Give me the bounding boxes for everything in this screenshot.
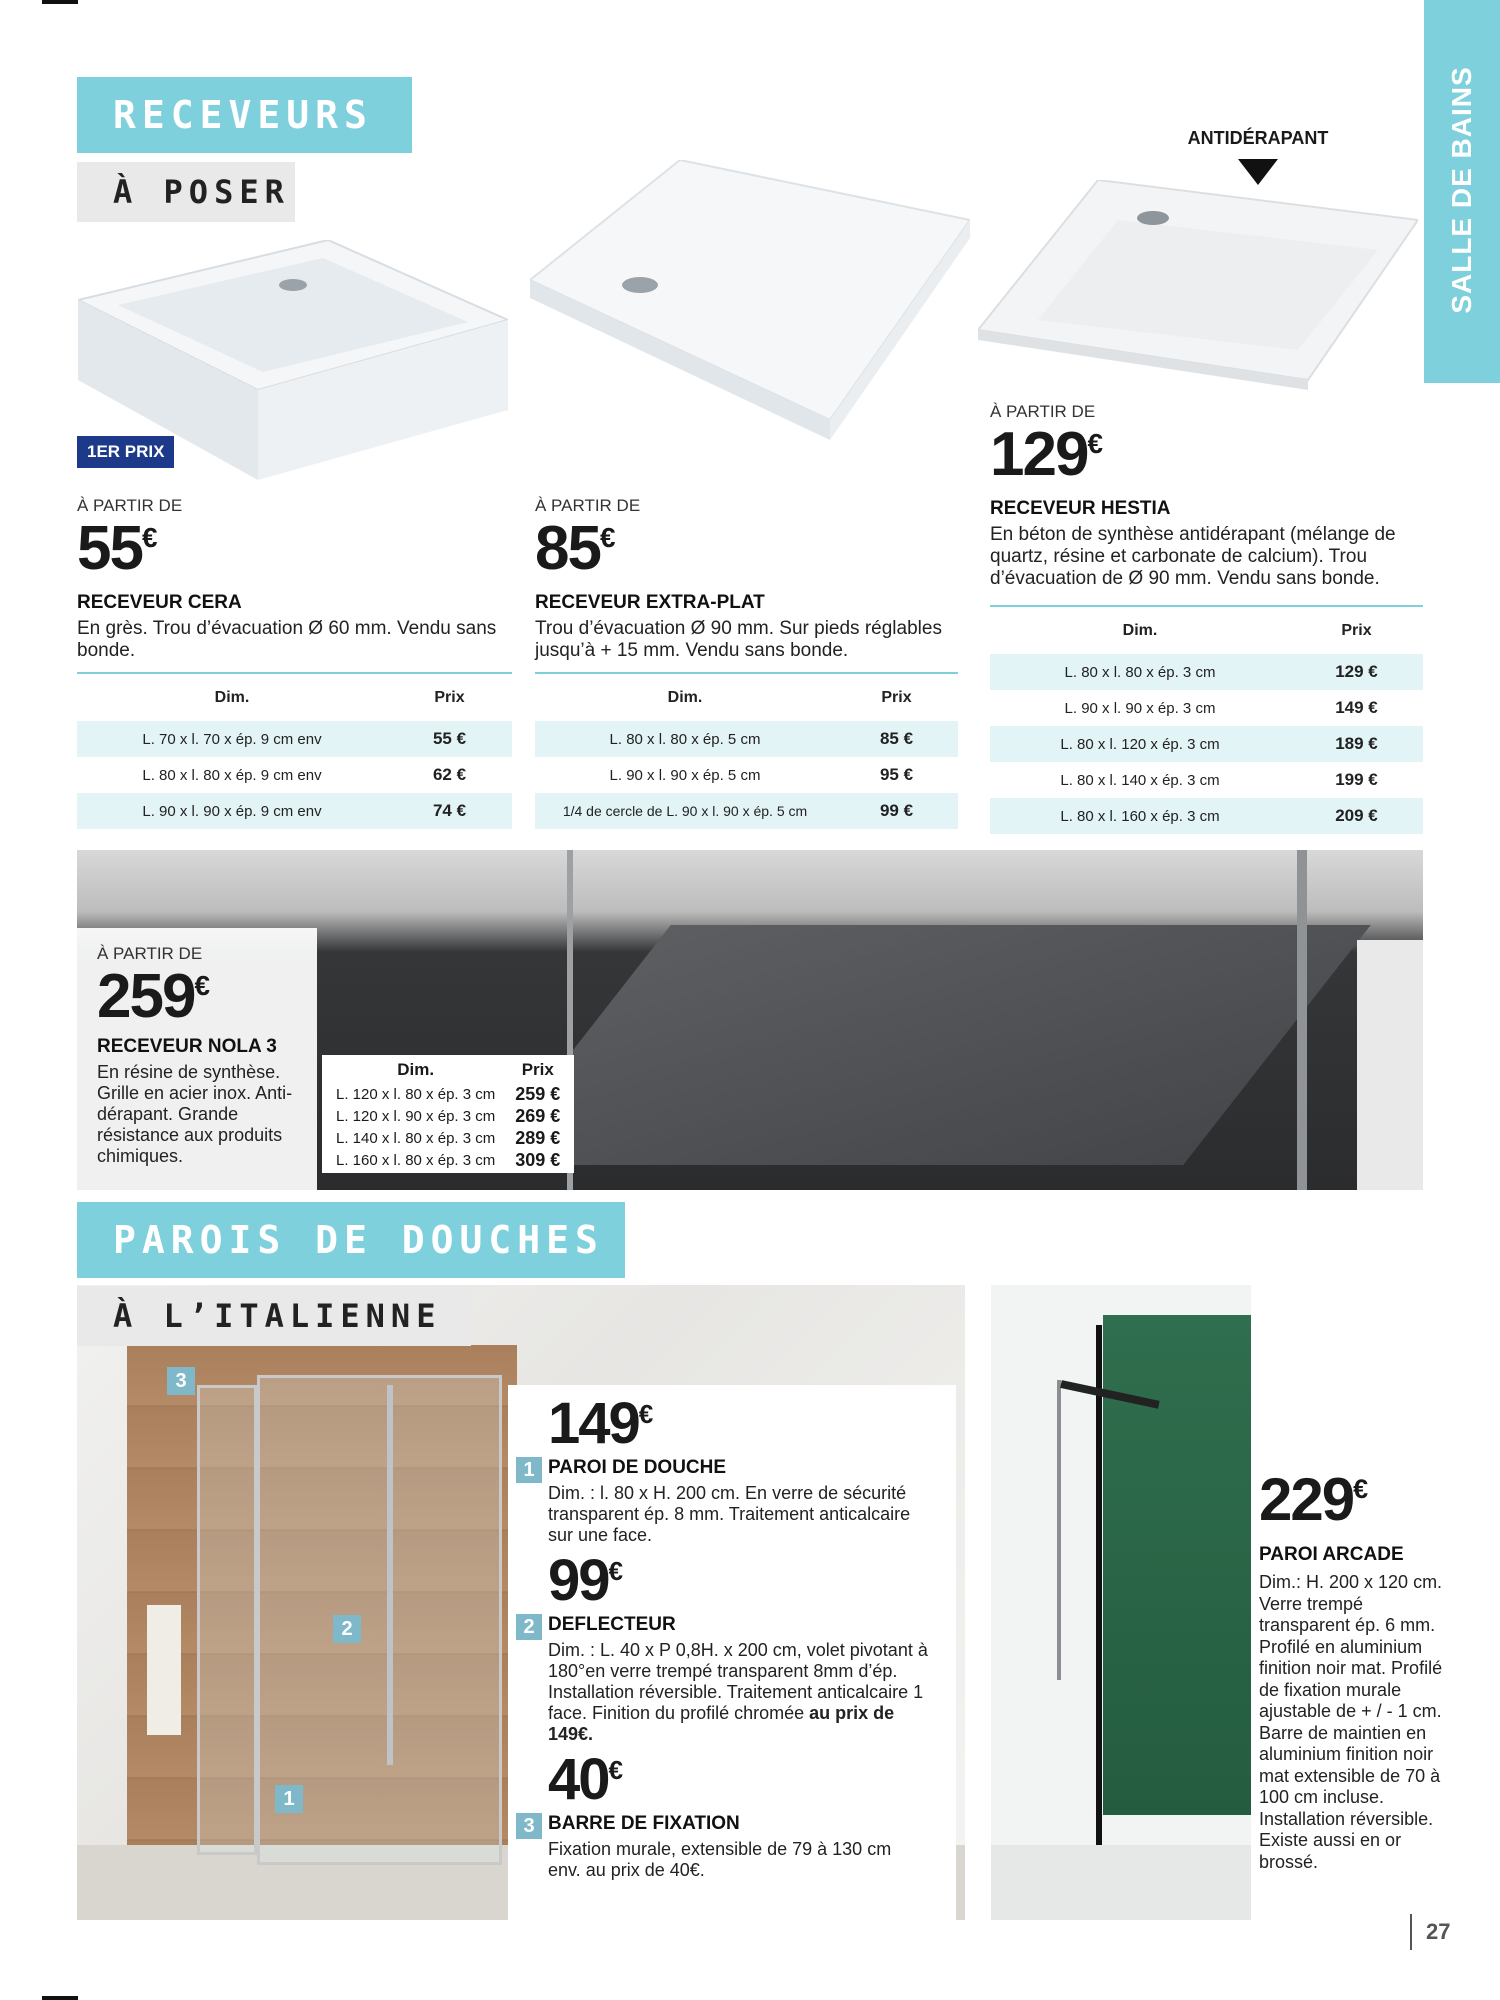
product-name: RECEVEUR HESTIA: [990, 498, 1171, 519]
price-value: [1259, 1466, 1459, 1533]
cell-dim: 1/4 de cercle de L. 90 x l. 90 x ép. 5 cm: [535, 793, 835, 829]
product-description-text: Dim. : L. 40 x P 0,8H. x 200 cm, volet pivotant à 180°en verre trempé transparent 8mm d’ép. Installation réversible. Traitement anticalcaire 1 face. Finition du profilé chromée: [548, 1640, 928, 1723]
cell-dim: L. 120 x l. 90 x ép. 3 cm: [336, 1107, 496, 1125]
cell-dim: L. 80 x l. 140 x ép. 3 cm: [1060, 771, 1220, 789]
product-description: [548, 1640, 928, 1745]
product-image-extra-plat: [530, 160, 970, 460]
price-currency: €: [141, 522, 158, 553]
product-description: Trou d’évacuation Ø 90 mm. Sur pieds réglables jusqu’à + 15 mm. Vendu sans bonde.: [535, 618, 942, 661]
towel-shape: [1357, 940, 1423, 1190]
cell-price: 85 €: [835, 721, 958, 757]
cell-dim: L. 120 x l. 80 x ép. 3 cm: [336, 1085, 496, 1103]
cell-price: 99 €: [835, 793, 958, 829]
spec-table-cera: [77, 672, 512, 829]
product-description: Dim.: H. 200 x 120 cm. Verre trempé transparent ép. 6 mm. Profilé en aluminium finition noir mat. Profilé de fixation murale ajustable de + / - 1 cm. Barre de maintien en aluminium finition noir mat extensible de 70 à 100 cm incluse. Installation réversible. Existe aussi en or brossé.: [1259, 1572, 1443, 1872]
item-number: 1: [516, 1457, 542, 1483]
product-name: PAROI DE DOUCHE: [548, 1457, 727, 1478]
glass-panel: [1297, 850, 1307, 1190]
paroi-item-3: [523, 1747, 928, 1881]
table-row: [326, 1149, 570, 1171]
table-row: [990, 726, 1423, 762]
cell-dim: L. 80 x l. 80 x ép. 9 cm env: [142, 766, 322, 784]
product-name: PAROI ARCADE: [1259, 1544, 1404, 1565]
nola-tray-shape: [483, 925, 1371, 1165]
spec-table-extra-plat: [535, 672, 958, 829]
towel-shape: [147, 1605, 181, 1735]
price-amount: 149: [548, 1391, 639, 1456]
price-value: [548, 1391, 928, 1456]
cell-dim: L. 80 x l. 80 x ép. 3 cm: [990, 654, 1290, 690]
paroi-item-1: [523, 1391, 928, 1546]
table-row: [77, 721, 512, 757]
arrow-down-icon: [1238, 159, 1278, 185]
table-header-price: Prix: [835, 673, 958, 721]
price-value: [548, 1747, 928, 1812]
price-amount: 259: [97, 962, 195, 1031]
cell-dim: L. 90 x l. 90 x ép. 5 cm: [609, 766, 761, 784]
table-row: [326, 1127, 570, 1149]
cell-price: 189 €: [1290, 726, 1423, 762]
corner-mark: [42, 0, 78, 4]
product-description: En grès. Trou d’évacuation Ø 60 mm. Vendu sans bonde.: [77, 618, 497, 661]
parois-details: [508, 1385, 956, 1920]
price-amount: 229: [1259, 1466, 1354, 1533]
cell-price: 209 €: [1290, 798, 1423, 834]
antiderapant-label: ANTIDÉRAPANT: [1187, 128, 1329, 148]
product-image-hestia: [978, 180, 1418, 390]
product-description: En béton de synthèse antidérapant (mélange de quartz, résine et carbonate de calcium). Trou d’évacuation de Ø 90 mm. Vendu sans bonde.: [990, 524, 1396, 589]
section-subtitle-text: À L’ITALIENNE: [113, 1297, 442, 1335]
item-number: 2: [516, 1614, 542, 1640]
cell-price: 289 €: [515, 1127, 561, 1148]
cell-dim: L. 80 x l. 80 x ép. 5 cm: [535, 721, 835, 757]
section-title-parois: [77, 1202, 625, 1278]
price-amount: 129: [990, 420, 1088, 489]
table-row: [990, 654, 1423, 690]
cell-dim: L. 80 x l. 160 x ép. 3 cm: [990, 798, 1290, 834]
product-description: Fixation murale, extensible de 79 à 130 cm env. au prix de 40€.: [548, 1839, 892, 1880]
product-name: RECEVEUR CERA: [77, 592, 242, 613]
product-extra-plat: [535, 496, 960, 662]
section-title-text: PAROIS DE DOUCHES: [113, 1218, 604, 1262]
price-value: [990, 420, 1420, 489]
table-header-price: Prix: [1290, 606, 1423, 654]
cell-dim: L. 90 x l. 90 x ép. 9 cm env: [77, 793, 387, 829]
price-currency: €: [1353, 1474, 1369, 1504]
table-header-price: Prix: [521, 1060, 554, 1079]
price-amount: 55: [77, 514, 142, 583]
page-number: 27: [1410, 1914, 1450, 1950]
cell-price: 309 €: [515, 1149, 561, 1170]
price-amount: 40: [548, 1747, 609, 1812]
table-row: [990, 690, 1423, 726]
section-title-text: RECEVEURS: [113, 93, 373, 137]
product-name: RECEVEUR EXTRA-PLAT: [535, 592, 765, 613]
photo-badge-3: 3: [167, 1367, 195, 1395]
section-subtitle-text: À POSER: [113, 173, 290, 211]
product-description-bold: au prix de 149€.: [548, 1703, 895, 1744]
photo-badge-1: 1: [275, 1785, 303, 1813]
cell-price: 74 €: [387, 793, 512, 829]
product-description: En résine de synthèse. Grille en acier inox. Anti-dérapant. Grande résistance aux produits chimiques.: [97, 1062, 293, 1166]
table-row: [77, 793, 512, 829]
shower-column: [1057, 1380, 1061, 1680]
table-row: [77, 757, 512, 793]
price-amount: 99: [548, 1548, 609, 1613]
product-cera: [77, 496, 512, 662]
section-subtitle-a-poser: [77, 162, 295, 222]
table-row: [535, 757, 958, 793]
cell-price: 55 €: [387, 721, 512, 757]
cell-price: 269 €: [515, 1105, 561, 1126]
price-from-label: À PARTIR DE: [990, 402, 1096, 421]
product-arcade: [1259, 1466, 1459, 1873]
price-value: [97, 962, 297, 1031]
shower-column: [387, 1385, 393, 1765]
cell-price: 149 €: [1335, 698, 1378, 717]
section-title-receveurs: [77, 77, 412, 153]
price-value: [77, 514, 512, 583]
product-name: RECEVEUR NOLA 3: [97, 1036, 277, 1057]
price-value: [548, 1548, 928, 1613]
product-nola: [77, 928, 317, 1190]
item-number: 3: [516, 1813, 542, 1839]
product-description: Dim. : l. 80 x H. 200 cm. En verre de sécurité transparent ép. 8 mm. Traitement anticalcaire sur une face.: [548, 1483, 911, 1545]
cell-price: 259 €: [515, 1083, 561, 1104]
price-currency: €: [608, 1556, 624, 1586]
table-header-dim: Dim.: [77, 673, 387, 721]
price-from-label: À PARTIR DE: [97, 944, 203, 963]
cell-price: 199 €: [1335, 770, 1378, 789]
cell-dim: L. 140 x l. 80 x ép. 3 cm: [336, 1129, 496, 1147]
cell-dim: L. 90 x l. 90 x ép. 3 cm: [1064, 699, 1216, 717]
table-row: [535, 793, 958, 829]
corner-mark: [42, 1996, 78, 2000]
price-currency: €: [638, 1399, 654, 1429]
price-currency: €: [1087, 428, 1103, 459]
paroi-item-2: [523, 1548, 928, 1745]
price-amount: 85: [535, 514, 600, 583]
section-subtitle-italienne: [77, 1286, 471, 1346]
photo-badge-2: 2: [333, 1615, 361, 1643]
product-name: DEFLECTEUR: [548, 1614, 676, 1635]
price-currency: €: [599, 522, 616, 553]
cell-price: 95 €: [879, 765, 914, 784]
spec-table-nola: [322, 1055, 574, 1173]
price-from-label: À PARTIR DE: [535, 496, 641, 515]
table-header-dim: Dim.: [990, 606, 1290, 654]
glass-panel-deflecteur: [197, 1385, 257, 1855]
table-row: [990, 798, 1423, 834]
section-side-tab: [1424, 0, 1500, 383]
spec-table-hestia: [990, 605, 1423, 834]
cell-dim: L. 80 x l. 120 x ép. 3 cm: [990, 726, 1290, 762]
first-price-text: 1ER PRIX: [87, 442, 165, 461]
product-hestia: [990, 402, 1420, 590]
table-header-dim: Dim.: [535, 673, 835, 721]
table-row: [990, 762, 1423, 798]
product-name: BARRE DE FIXATION: [548, 1813, 740, 1834]
price-currency: €: [608, 1755, 624, 1785]
cell-price: 129 €: [1290, 654, 1423, 690]
table-row: [535, 721, 958, 757]
table-header-dim: Dim.: [397, 1060, 435, 1079]
table-header-price: Prix: [387, 673, 512, 721]
floor: [991, 1845, 1251, 1920]
antiderapant-badge: [1178, 128, 1338, 185]
cell-dim: L. 160 x l. 80 x ép. 3 cm: [336, 1151, 496, 1169]
green-tile-wall: [1103, 1315, 1251, 1815]
price-currency: €: [194, 970, 210, 1001]
glass-frame: [1096, 1325, 1102, 1885]
price-value: [535, 514, 960, 583]
first-price-badge: [77, 436, 174, 468]
table-row: [326, 1105, 570, 1127]
table-row: [326, 1083, 570, 1105]
cell-price: 62 €: [432, 765, 467, 784]
product-photo-arcade: [991, 1285, 1251, 1920]
side-tab-label: SALLE DE BAINS: [1446, 66, 1477, 314]
price-from-label: À PARTIR DE: [77, 496, 183, 515]
cell-dim: L. 70 x l. 70 x ép. 9 cm env: [77, 721, 387, 757]
